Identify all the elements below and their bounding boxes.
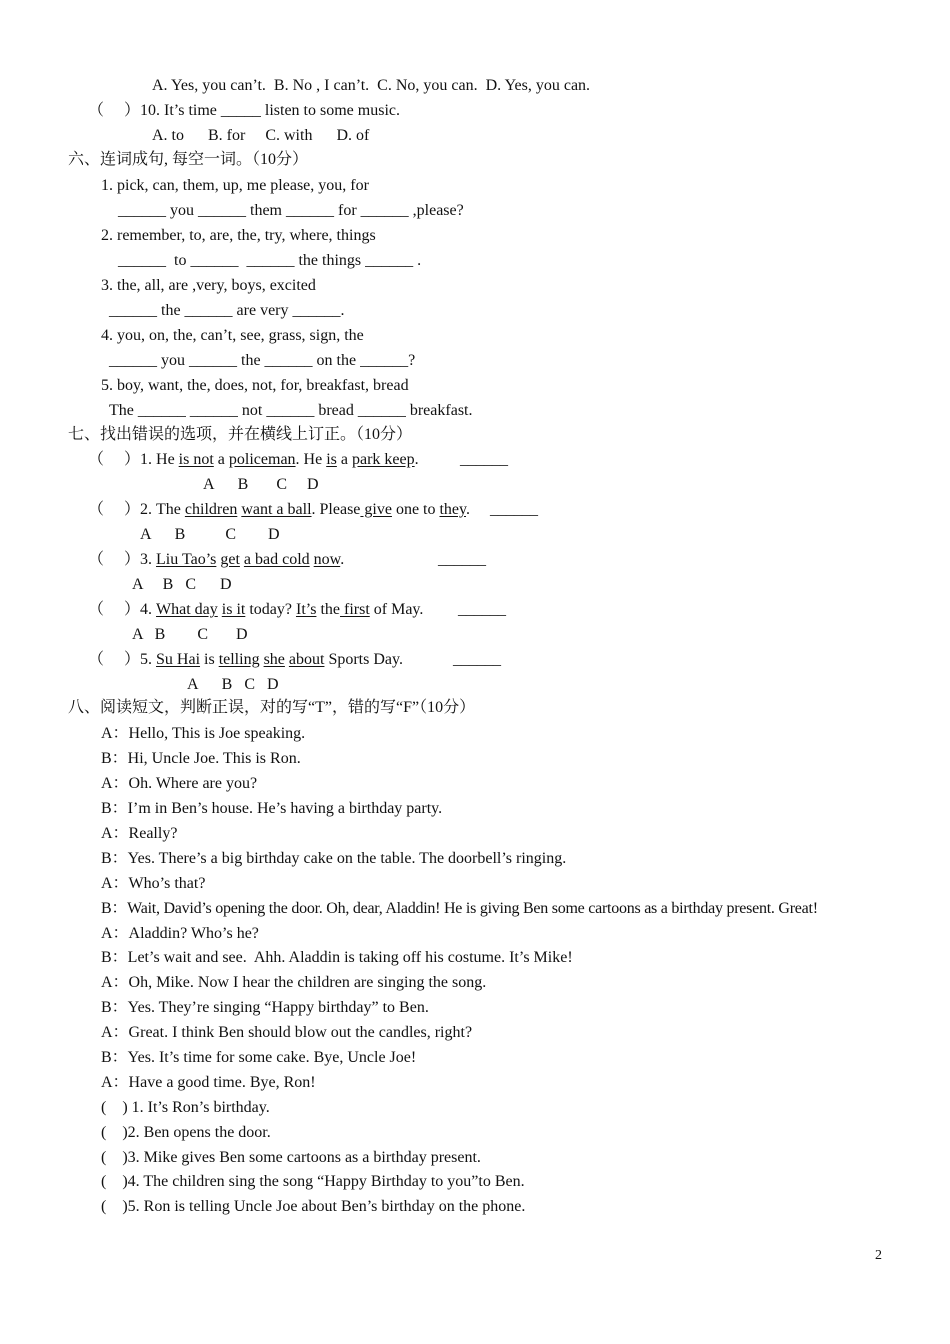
dialogue-line: A：Oh. Where are you? bbox=[101, 775, 258, 792]
section6-heading: 六、连词成句, 每空一词。（10分） bbox=[68, 151, 309, 168]
option-a: children bbox=[184, 501, 238, 518]
dialogue-line: A：Really? bbox=[101, 825, 178, 842]
option-b: policeman bbox=[228, 451, 296, 468]
s6-item3-blank: ______ the ______ are very ______. bbox=[109, 302, 345, 319]
dialogue-line: B：I’m in Ben’s house. He’s having a birthday party. bbox=[101, 800, 443, 817]
dialogue-line: B：Hi, Uncle Joe. This is Ron. bbox=[101, 750, 301, 767]
s6-item4-blank: ______ you ______ the ______ on the ______? bbox=[109, 352, 416, 369]
s6-item1-blank: ______ you ______ them ______ for ______ ,please? bbox=[118, 202, 464, 219]
option-d: first bbox=[339, 601, 370, 618]
option-c: give bbox=[360, 501, 392, 518]
q10-options: A. to B. for C. with D. of bbox=[152, 127, 370, 144]
judgment-item: ( ) 1. It’s Ron’s birthday. bbox=[101, 1099, 270, 1116]
correction-blank: ______ bbox=[453, 651, 501, 668]
option-b: telling bbox=[218, 651, 260, 668]
option-d: about bbox=[288, 651, 325, 668]
option-a: Liu Tao’s bbox=[156, 551, 217, 568]
s7-question-2: （ ）2. The children want a ball. Please give one to they. bbox=[88, 501, 470, 518]
dialogue-line: B：Let’s wait and see. Ahh. Aladdin is taking off his costume. It’s Mike! bbox=[101, 949, 573, 966]
option-a: Su Hai bbox=[156, 651, 201, 668]
option-b: want a ball bbox=[241, 501, 312, 518]
section8-heading: 八、阅读短文，判断正误，对的写“T”，错的写“F”（10分） bbox=[68, 699, 476, 716]
answer-paren: （ ） bbox=[88, 451, 141, 468]
s6-item4-words: 4. you, on, the, can’t, see, grass, sign, the bbox=[101, 327, 364, 344]
answer-paren: （ ） bbox=[88, 651, 141, 668]
s7-question-5: （ ）5. Su Hai is telling she about Sports Day. bbox=[88, 651, 403, 668]
page-number: 2 bbox=[875, 1248, 882, 1263]
section7-heading: 七、找出错误的选项，并在横线上订正。（10分） bbox=[68, 426, 413, 443]
option-a: What day bbox=[156, 601, 218, 618]
s6-item5-words: 5. boy, want, the, does, not, for, breakfast, bread bbox=[101, 377, 409, 394]
option-d: now bbox=[313, 551, 341, 568]
s7-question-4: （ ）4. What day is it today? It’s the first of May. bbox=[88, 601, 424, 618]
option-b: is it bbox=[221, 601, 246, 618]
option-c: It’s bbox=[295, 601, 317, 618]
s6-item2-words: 2. remember, to, are, the, try, where, things bbox=[101, 227, 376, 244]
s6-item3-words: 3. the, all, are ,very, boys, excited bbox=[101, 277, 316, 294]
s6-item1-words: 1. pick, can, them, up, me please, you, for bbox=[101, 177, 369, 194]
judgment-item: ( )3. Mike gives Ben some cartoons as a birthday present. bbox=[101, 1149, 481, 1166]
option-d: they bbox=[439, 501, 466, 518]
answer-paren: （ ） bbox=[88, 501, 141, 518]
option-d: park keep bbox=[351, 451, 415, 468]
option-letters: A B C D bbox=[140, 526, 280, 543]
s6-item2-blank: ______ to ______ ______ the things ______ . bbox=[118, 252, 422, 269]
option-letters: A B C D bbox=[132, 576, 232, 593]
s6-item5-blank: The ______ ______ not ______ bread ______ breakfast. bbox=[109, 402, 473, 419]
answer-paren: （ ） bbox=[88, 601, 141, 618]
answer-paren: （ ） bbox=[88, 551, 141, 568]
option-letters: A B C D bbox=[187, 676, 279, 693]
s7-question-1: （ ）1. He is not a policeman. He is a park keep. bbox=[88, 451, 419, 468]
q9-options: A. Yes, you can’t. B. No , I can’t. C. No, you can. D. Yes, you can. bbox=[152, 77, 591, 94]
correction-blank: ______ bbox=[438, 551, 486, 568]
dialogue-line: B：Wait, David’s opening the door. Oh, dear, Aladdin! He is giving Ben some cartoons as a birthday present. Great! bbox=[101, 900, 818, 917]
correction-blank: ______ bbox=[458, 601, 506, 618]
correction-blank: ______ bbox=[490, 501, 538, 518]
dialogue-line: A：Oh, Mike. Now I hear the children are singing the song. bbox=[101, 974, 487, 991]
dialogue-line: A：Hello, This is Joe speaking. bbox=[101, 725, 306, 742]
dialogue-line: A：Have a good time. Bye, Ron! bbox=[101, 1074, 316, 1091]
dialogue-line: B：Yes. It’s time for some cake. Bye, Uncle Joe! bbox=[101, 1049, 417, 1066]
option-a: is not bbox=[178, 451, 214, 468]
q10-stem: （ ）10. It’s time _____ listen to some music. bbox=[88, 102, 400, 119]
dialogue-line: A：Great. I think Ben should blow out the candles, right? bbox=[101, 1024, 473, 1041]
judgment-item: ( )2. Ben opens the door. bbox=[101, 1124, 271, 1141]
judgment-item: ( )5. Ron is telling Uncle Joe about Ben’s birthday on the phone. bbox=[101, 1198, 526, 1215]
correction-blank: ______ bbox=[460, 451, 508, 468]
judgment-item: ( )4. The children sing the song “Happy Birthday to you”to Ben. bbox=[101, 1173, 525, 1190]
dialogue-line: A：Aladdin? Who’s he? bbox=[101, 925, 259, 942]
dialogue-line: A：Who’s that? bbox=[101, 875, 206, 892]
option-letters: A B C D bbox=[132, 626, 248, 643]
dialogue-line: B：Yes. They’re singing “Happy birthday” to Ben. bbox=[101, 999, 429, 1016]
option-c: a bad cold bbox=[243, 551, 310, 568]
s7-question-3: （ ）3. Liu Tao’s get a bad cold now. bbox=[88, 551, 345, 568]
option-b: get bbox=[220, 551, 240, 568]
option-c: she bbox=[263, 651, 285, 668]
dialogue-line: B：Yes. There’s a big birthday cake on the table. The doorbell’s ringing. bbox=[101, 850, 567, 867]
option-letters: A B C D bbox=[203, 476, 319, 493]
option-c: is bbox=[326, 451, 337, 468]
